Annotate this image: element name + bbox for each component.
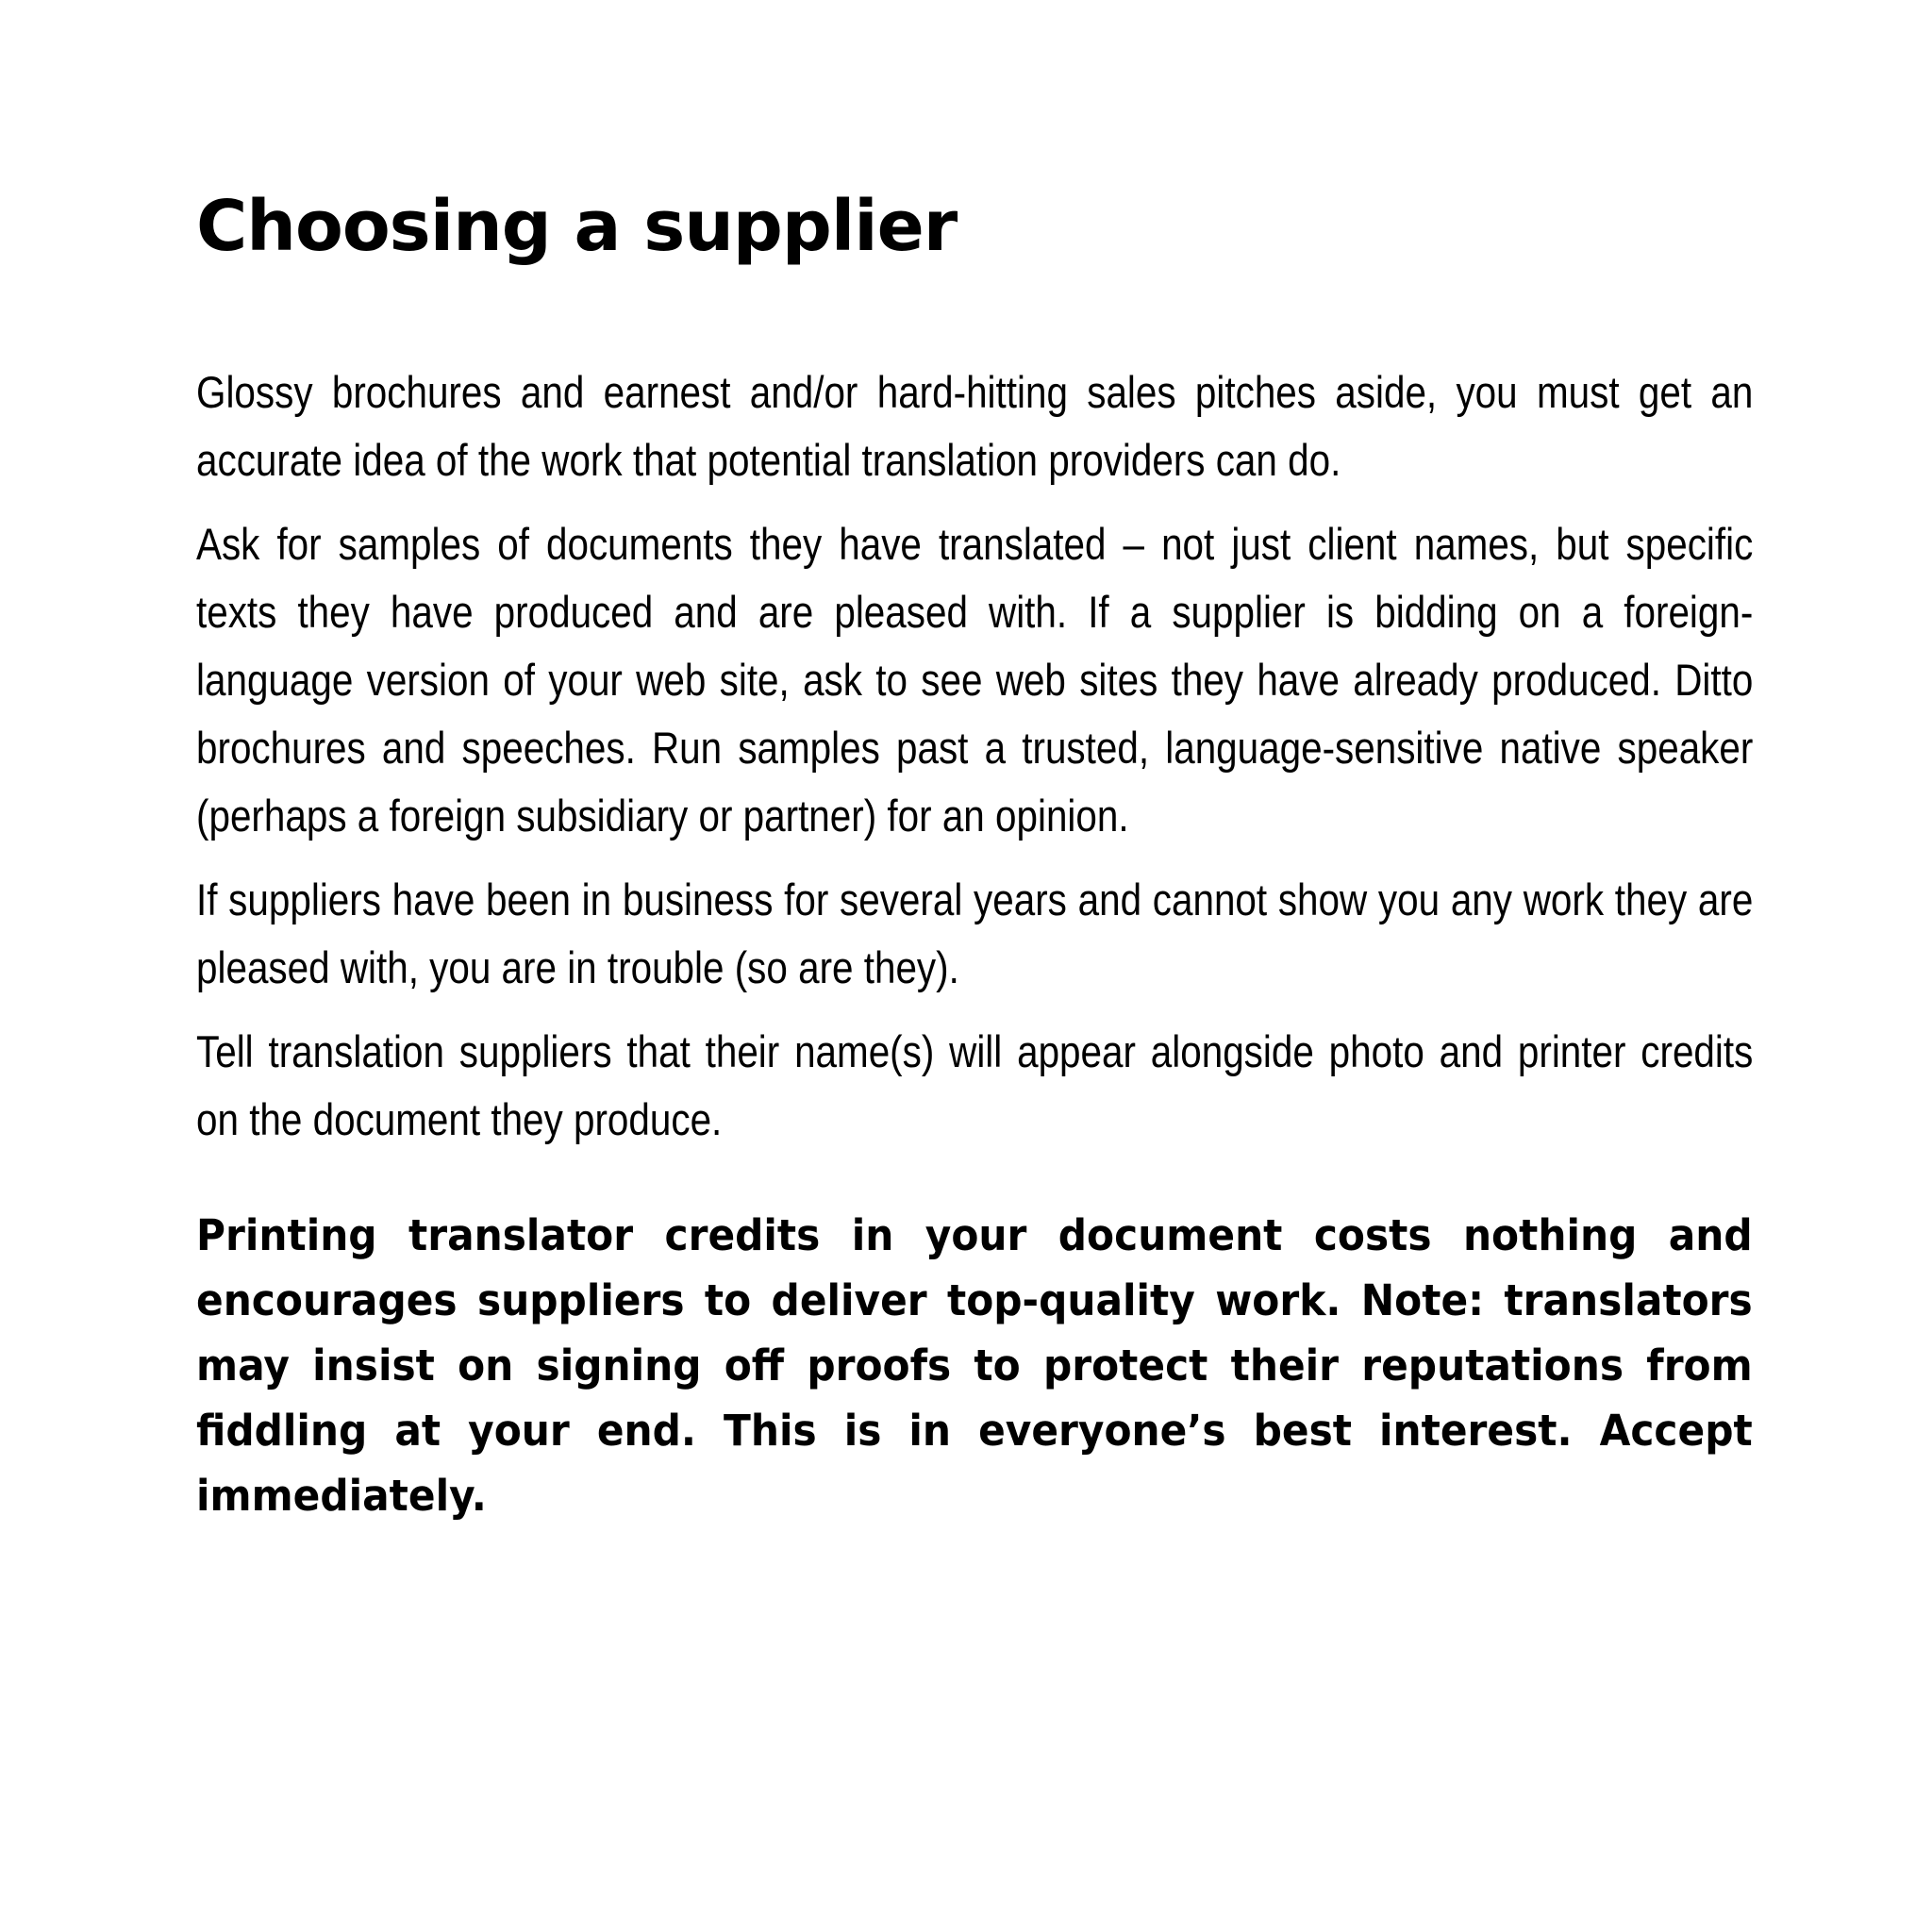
page-title: Choosing a supplier	[196, 186, 958, 267]
body-paragraph: Ask for samples of documents they have translated – not just client names, but specific texts they have produced and are pleased with. If a supplier is bidding on a foreign-language version of your web site, ask to see web sites they have already produced. Ditto brochures and speeches. Run samples past a trusted, language-sensitive native speaker (perhaps a foreign subsidiary or partner) for an opinion.	[196, 519, 1754, 841]
body-paragraph: Glossy brochures and earnest and/or hard-hitting sales pitches aside, you must get an accurate idea of the work that potential translation providers can do.	[196, 367, 1754, 485]
body-paragraph: If suppliers have been in business for several years and cannot show you any work they are pleased with, you are in trouble (so are they).	[196, 874, 1754, 992]
emphasis-paragraph: Printing translator credits in your document costs nothing and encourages suppliers to deliver top-quality work. Note: translators may insist on signing off proofs to protect their reputations from fiddling at your end. This is in everyone’s best interest. Accept immediately.	[196, 1210, 1753, 1521]
body-paragraph: Tell translation suppliers that their name(s) will appear alongside photo and printer credits on the document they produce.	[196, 1026, 1754, 1144]
document-page	[196, 179, 1753, 1528]
